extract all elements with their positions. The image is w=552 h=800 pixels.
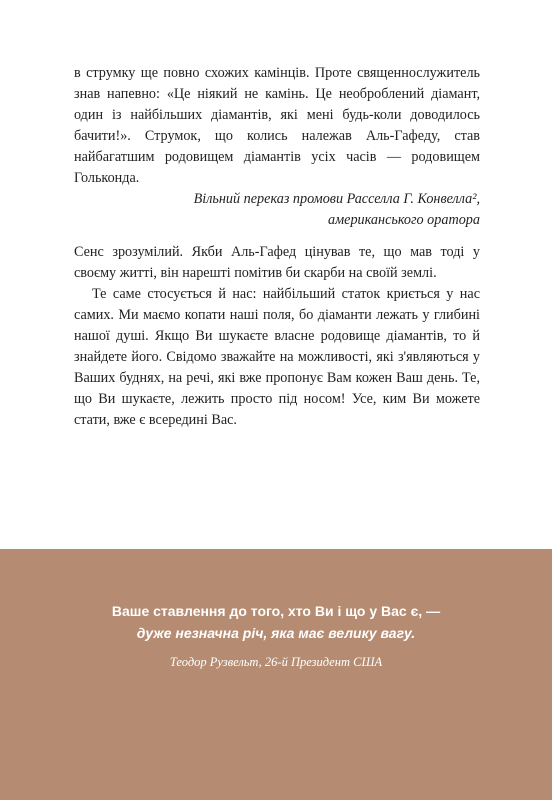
quote-line-2: дуже незначна річ, яка має велику вагу. bbox=[136, 625, 416, 641]
featured-quote bbox=[0, 600, 552, 672]
quote-band bbox=[0, 549, 552, 800]
story-excerpt bbox=[74, 63, 480, 231]
commentary-section bbox=[74, 242, 480, 431]
commentary-paragraph-2: Те саме стосується й нас: найбільший статок криється у нас самих. Ми маємо копати наші поля, бо діаманти лежать у глибині нашої душі. Якщо Ви шукаєте власне родовище діамантів, то й знайдете його. Свідомо зважайте на можливості, які з'являються у Ваших буднях, на речі, які вже пропонує Вам кожен Ваш день. Те, що Ви шукаєте, лежить просто під носом! Усе, ким Ви можете стати, вже є всередині Вас. bbox=[74, 286, 480, 428]
quote-author: Теодор Рузвельт, 26-й Президент США bbox=[169, 655, 383, 669]
quote-line-1: Ваше ставлення до того, хто Ви і що у Вас є, — bbox=[111, 603, 441, 619]
story-attribution-line-2: американського оратора bbox=[328, 212, 480, 228]
story-attribution-line-1: Вільний переказ промови Расселла Г. Конвелла², bbox=[193, 191, 480, 207]
commentary-paragraph-1: Сенс зрозумілий. Якби Аль-Гафед цінував те, що мав тоді у своєму житті, він нарешті помітив би скарби на своїй землі. bbox=[74, 244, 480, 281]
story-paragraph: в струмку ще повно схожих камінців. Проте священнослужитель знав напевно: «Це ніякий не камінь. Це необроблений діамант, один із найбільших діамантів, які мені будь-коли доводилось бачити!». Струмок, що колись належав Аль-Гафеду, став найбагатшим родовищем діамантів усіх часів — родовищем Гольконда. bbox=[74, 65, 480, 186]
